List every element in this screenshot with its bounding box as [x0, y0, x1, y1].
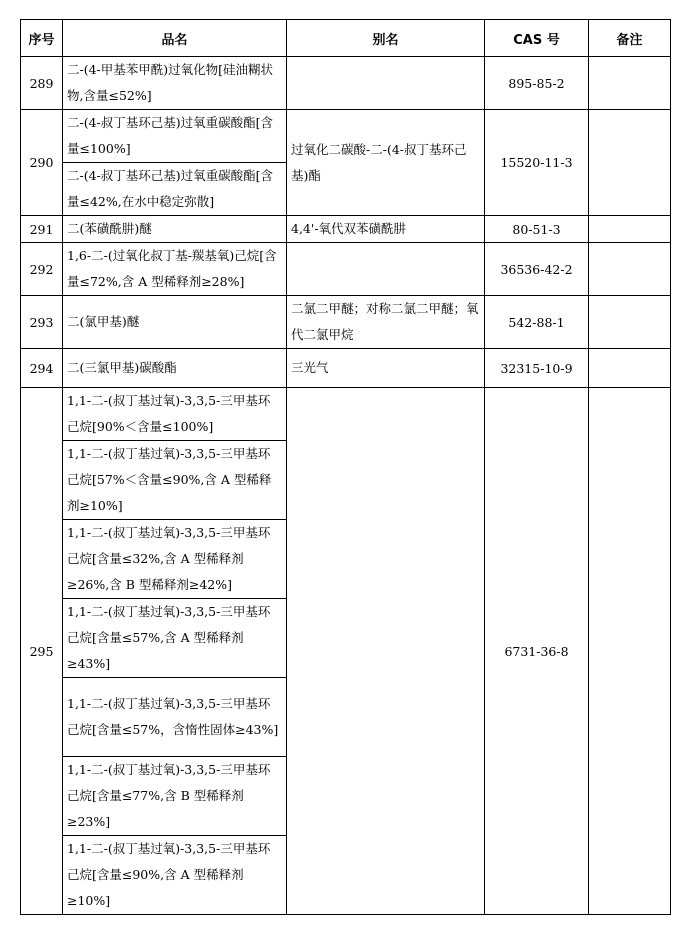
product-name: 二(三氯甲基)碳酸酯 — [63, 349, 287, 388]
alias: 三光气 — [287, 349, 485, 388]
table-row — [21, 57, 671, 110]
cas-number: 36536-42-2 — [485, 243, 589, 296]
remark — [589, 296, 671, 349]
table-row — [21, 296, 671, 349]
table-row — [21, 243, 671, 296]
alias: 4,4'-氧代双苯磺酰肼 — [287, 216, 485, 243]
product-name: 1,1-二-(叔丁基过氧)-3,3,5-三甲基环己烷[90%＜含量≤100%] — [63, 388, 287, 441]
remark — [589, 216, 671, 243]
remark — [589, 388, 671, 915]
product-name: 二(氯甲基)醚 — [63, 296, 287, 349]
remark — [589, 349, 671, 388]
remark — [589, 243, 671, 296]
product-name: 1,1-二-(叔丁基过氧)-3,3,5-三甲基环己烷[含量≤90%,含 A 型稀释剂≥10%] — [63, 836, 287, 915]
product-name: 1,6-二-(过氧化叔丁基-羰基氧)己烷[含量≤72%,含 A 型稀释剂≥28%] — [63, 243, 287, 296]
row-number: 290 — [21, 110, 63, 216]
cas-number: 542-88-1 — [485, 296, 589, 349]
table-row — [21, 349, 671, 388]
alias — [287, 57, 485, 110]
header-no: 序号 — [21, 20, 63, 57]
product-name: 二(苯磺酰肼)醚 — [63, 216, 287, 243]
row-number: 295 — [21, 388, 63, 915]
cas-number: 895-85-2 — [485, 57, 589, 110]
remark — [589, 110, 671, 216]
header-remark: 备注 — [589, 20, 671, 57]
alias: 过氧化二碳酸-二-(4-叔丁基环己基)酯 — [287, 110, 485, 216]
product-name: 二-(4-甲基苯甲酰)过氧化物[硅油糊状物,含量≤52%] — [63, 57, 287, 110]
row-number: 294 — [21, 349, 63, 388]
product-name: 1,1-二-(叔丁基过氧)-3,3,5-三甲基环己烷[57%＜含量≤90%,含 A 型稀释剂≥10%] — [63, 441, 287, 520]
remark — [589, 57, 671, 110]
product-name: 二-(4-叔丁基环己基)过氧重碳酸酯[含量≤100%] — [63, 110, 287, 163]
header-alias: 别名 — [287, 20, 485, 57]
row-number: 293 — [21, 296, 63, 349]
table-row — [21, 110, 671, 163]
product-name: 1,1-二-(叔丁基过氧)-3,3,5-三甲基环己烷[含量≤32%,含 A 型稀释剂≥26%,含 B 型稀释剂≥42%] — [63, 520, 287, 599]
alias: 二氯二甲醚；对称二氯二甲醚；氧代二氯甲烷 — [287, 296, 485, 349]
row-number: 289 — [21, 57, 63, 110]
product-name: 二-(4-叔丁基环己基)过氧重碳酸酯[含量≤42%,在水中稳定弥散] — [63, 163, 287, 216]
product-name: 1,1-二-(叔丁基过氧)-3,3,5-三甲基环己烷[含量≤57%,含 A 型稀释剂≥43%] — [63, 599, 287, 678]
row-number: 291 — [21, 216, 63, 243]
header-cas: CAS 号 — [485, 20, 589, 57]
cas-number: 6731-36-8 — [485, 388, 589, 915]
product-name: 1,1-二-(叔丁基过氧)-3,3,5-三甲基环己烷[含量≤77%,含 B 型稀释剂≥23%] — [63, 757, 287, 836]
hazardous-chemicals-table — [20, 19, 671, 915]
table-header-row — [21, 20, 671, 57]
table-row — [21, 388, 671, 441]
table-row — [21, 216, 671, 243]
alias — [287, 243, 485, 296]
alias — [287, 388, 485, 915]
cas-number: 32315-10-9 — [485, 349, 589, 388]
header-name: 品名 — [63, 20, 287, 57]
cas-number: 15520-11-3 — [485, 110, 589, 216]
product-name: 1,1-二-(叔丁基过氧)-3,3,5-三甲基环己烷[含量≤57%，含惰性固体≥43%] — [63, 678, 287, 757]
cas-number: 80-51-3 — [485, 216, 589, 243]
row-number: 292 — [21, 243, 63, 296]
